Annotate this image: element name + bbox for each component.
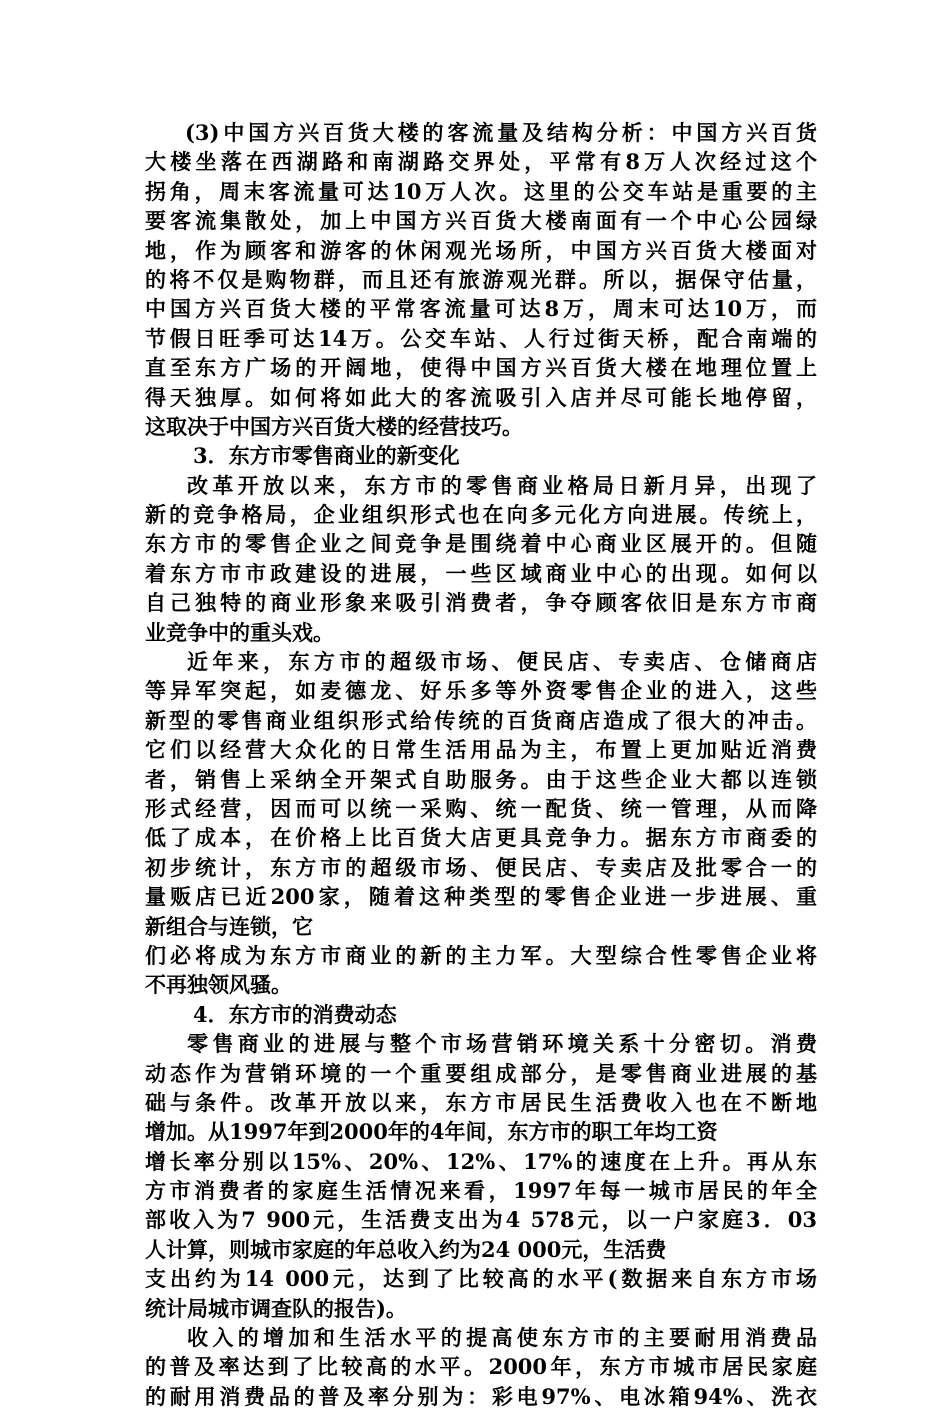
- text-line: 这取决于中国方兴百货大楼的经营技巧。: [145, 413, 523, 439]
- text-line: 方市消费者的家庭生活情况来看，1997年每一城市居民的年全: [145, 1178, 817, 1204]
- text-line: 改革开放以来，东方市的零售商业格局日新月异，出现了: [187, 472, 817, 498]
- text-line: 要客流集散处，加上中国方兴百货大楼南面有一个中心公园绿: [145, 208, 817, 234]
- document-page: [145, 118, 817, 1411]
- text-line: 拐角，周末客流量可达10万人次。这里的公交车站是重要的主: [145, 178, 817, 204]
- text-line: 业竞争中的重头戏。: [145, 619, 334, 645]
- section-heading-3: 3．东方市零售商业的新变化: [193, 443, 460, 469]
- text-line: 直至东方广场的开阔地，使得中国方兴百货大楼在地理位置上: [145, 355, 817, 381]
- text-line: 东方市的零售企业之间竞争是围绕着中心商业区展开的。但随: [145, 531, 817, 557]
- text-line: 人计算，则城市家庭的年总收入约为24 000元，生活费: [145, 1236, 667, 1262]
- text-line: 得天独厚。如何将如此大的客流吸引入店并尽可能长地停留，: [145, 384, 817, 410]
- text-line: 者，销售上采纳全开架式自助服务。由于这些企业大都以连锁: [145, 766, 817, 792]
- text-line: 自己独特的商业形象来吸引消费者，争夺顾客依旧是东方市商: [145, 590, 817, 616]
- text-line: 新的竞争格局，企业组织形式也在向多元化方向进展。传统上，: [145, 502, 817, 528]
- text-line: 形式经营，因而可以统一采购、统一配货、统一管理，从而降: [145, 795, 817, 821]
- text-line: 收入的增加和生活水平的提高使东方市的主要耐用消费品: [187, 1325, 817, 1351]
- text-line: 新型的零售商业组织形式给传统的百货商店造成了很大的冲击。: [145, 707, 817, 733]
- text-line: 的将不仅是购物群，而且还有旅游观光群。所以，据保守估量，: [145, 266, 817, 292]
- text-line: 的耐用消费品的普及率分别为：彩电97%、电冰箱94%、洗衣: [145, 1383, 817, 1409]
- text-line: 初步统计，东方市的超级市场、便民店、专卖店及批零合一的: [145, 854, 817, 880]
- text-line: 低了成本，在价格上比百货大店更具竞争力。据东方市商委的: [145, 825, 817, 851]
- text-line: 不再独领风骚。: [145, 972, 292, 998]
- text-line: 近年来，东方市的超级市场、便民店、专卖店、仓储商店: [187, 649, 817, 675]
- section-heading-4: 4．东方市的消费动态: [193, 1001, 397, 1027]
- text-line: 中国方兴百货大楼的平常客流量可达8万，周末可达10万，而: [145, 296, 817, 322]
- paragraph-new-retail-forms: [145, 647, 817, 1000]
- paragraph-retail-changes: [145, 471, 817, 647]
- text-line: 增加。从1997年到2000年的4年间，东方市的职工年均工资: [145, 1119, 718, 1145]
- text-line: 支出约为14 000元，达到了比较高的水平(数据来自东方市场: [145, 1266, 817, 1292]
- text-line: 动态作为营销环境的一个重要组成部分，是零售商业进展的基: [145, 1060, 817, 1086]
- paragraph-consumption-trends: [145, 1029, 817, 1323]
- text-line: 等异军突起，如麦德龙、好乐多等外资零售企业的进入，这些: [145, 678, 817, 704]
- text-line: 增长率分别以15%、20%、12%、17%的速度在上升。再从东: [145, 1148, 817, 1174]
- text-line: 地，作为顾客和游客的休闲观光场所，中国方兴百货大楼面对: [145, 237, 817, 263]
- text-line: 量贩店已近200家，随着这种类型的零售企业进一步进展、重: [145, 884, 817, 910]
- text-line: 大楼坐落在西湖路和南湖路交界处，平常有8万人次经过这个: [145, 149, 817, 175]
- paragraph-durable-goods: [145, 1323, 817, 1411]
- text-line: 部收入为7 900元，生活费支出为4 578元，以一户家庭3．03: [145, 1207, 817, 1233]
- text-line: 统计局城市调查队的报告)。: [145, 1295, 407, 1321]
- text-line: 零售商业的进展与整个市场营销环境关系十分密切。消费: [187, 1031, 817, 1057]
- text-line: 着东方市市政建设的进展，一些区域商业中心的出现。如何以: [145, 560, 817, 586]
- paragraph-customer-flow: [145, 118, 817, 441]
- text-line: (3)中国方兴百货大楼的客流量及结构分析：中国方兴百货: [185, 120, 817, 145]
- text-line: 新组合与连锁，它: [145, 913, 313, 939]
- text-line: 它们以经营大众化的日常生活用品为主，布置上更加贴近消费: [145, 737, 817, 763]
- text-line: 的普及率达到了比较高的水平。2000年，东方市城市居民家庭: [145, 1354, 817, 1380]
- text-line: 们必将成为东方市商业的新的主力军。大型综合性零售企业将: [145, 942, 817, 968]
- text-line: 节假日旺季可达14万。公交车站、人行过街天桥，配合南端的: [145, 325, 817, 351]
- text-line: 础与条件。改革开放以来，东方市居民生活费收入也在不断地: [145, 1089, 817, 1115]
